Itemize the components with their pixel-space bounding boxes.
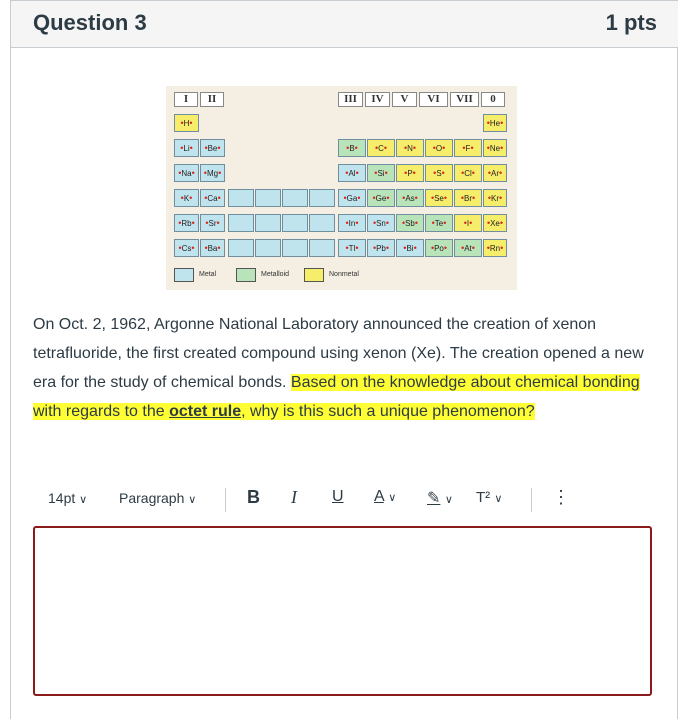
electron-dot-icon: •: [216, 218, 220, 228]
element-cell: [338, 239, 366, 257]
highlight-octet-rule: octet rule: [169, 403, 242, 420]
electron-dot-icon: •: [432, 143, 436, 153]
electron-dot-icon: •: [203, 168, 207, 178]
electron-dot-icon: •: [218, 168, 222, 178]
element-symbol: Po: [434, 243, 444, 253]
electron-dot-icon: •: [217, 143, 221, 153]
electron-dot-icon: •: [470, 143, 474, 153]
element-symbol: C: [378, 143, 384, 153]
element-cell: [396, 214, 424, 232]
electron-dot-icon: •: [355, 168, 359, 178]
text-color-button[interactable]: [374, 488, 396, 506]
highlight-color-button[interactable]: [427, 488, 453, 508]
question-header: [11, 0, 678, 48]
element-symbol: Si: [377, 168, 385, 178]
element-cell: [483, 239, 507, 257]
element-symbol: Ne: [489, 143, 501, 153]
electron-dot-icon: •: [412, 143, 417, 153]
electron-dot-icon: •: [374, 168, 378, 178]
element-symbol: Sn: [376, 218, 386, 228]
element-symbol: Te: [434, 218, 444, 228]
transition-metal-cell: [255, 239, 281, 257]
group-header: VII: [450, 92, 479, 107]
electron-dot-icon: •: [431, 218, 435, 228]
transition-metal-cell: [228, 214, 254, 232]
element-cell: [425, 139, 453, 157]
editor-toolbar: [33, 486, 658, 514]
element-cell: [483, 164, 507, 182]
element-cell: [174, 139, 199, 157]
element-symbol: Tl: [348, 243, 356, 253]
element-cell: [454, 189, 482, 207]
element-symbol: Be: [207, 143, 218, 153]
element-cell: [396, 139, 424, 157]
group-header: IV: [365, 92, 390, 107]
superscript-icon: T²: [476, 489, 491, 506]
element-cell: [338, 139, 366, 157]
electron-dot-icon: •: [442, 143, 446, 153]
electron-dot-icon: •: [471, 243, 475, 253]
transition-metal-cell: [228, 239, 254, 257]
element-cell: [454, 239, 482, 257]
transition-metal-cell: [255, 189, 281, 207]
element-cell: [200, 214, 225, 232]
element-cell: [425, 189, 453, 207]
electron-dot-icon: •: [180, 193, 184, 203]
electron-dot-icon: •: [499, 218, 504, 228]
electron-dot-icon: •: [443, 218, 447, 228]
electron-dot-icon: •: [486, 243, 490, 253]
element-cell: [200, 139, 225, 157]
block-format-label: Paragraph: [119, 490, 185, 506]
element-symbol: Ca: [207, 193, 218, 203]
transition-metal-cell: [255, 214, 281, 232]
element-symbol: Ga: [346, 193, 358, 203]
electron-dot-icon: •: [401, 218, 406, 228]
element-symbol: Na: [181, 168, 192, 178]
element-cell: [483, 214, 507, 232]
electron-dot-icon: •: [413, 243, 417, 253]
electron-dot-icon: •: [217, 193, 221, 203]
electron-dot-icon: •: [500, 243, 504, 253]
electron-dot-icon: •: [386, 193, 390, 203]
electron-dot-icon: •: [372, 218, 377, 228]
element-symbol: At: [464, 243, 472, 253]
element-cell: [174, 214, 199, 232]
legend-label: Metalloid: [261, 271, 290, 278]
electron-dot-icon: •: [433, 168, 437, 178]
electron-dot-icon: •: [189, 143, 193, 153]
electron-dot-icon: •: [178, 243, 182, 253]
electron-dot-icon: •: [403, 243, 407, 253]
element-symbol: Ba: [207, 243, 218, 253]
legend-swatch: [174, 268, 194, 282]
element-cell: [483, 114, 507, 132]
electron-dot-icon: •: [357, 193, 361, 203]
legend-label: Metal: [199, 271, 217, 278]
element-cell: [367, 189, 395, 207]
question-points: 1 pts: [605, 10, 657, 35]
electron-dot-icon: •: [487, 168, 491, 178]
electron-dot-icon: •: [486, 143, 490, 153]
element-symbol: Sr: [208, 218, 217, 228]
electron-dot-icon: •: [499, 193, 503, 203]
element-symbol: Sb: [405, 218, 415, 228]
periodic-table-figure: [166, 86, 517, 290]
element-symbol: O: [435, 143, 443, 153]
legend-swatch: [304, 268, 324, 282]
font-size-label: 14pt: [48, 490, 76, 506]
italic-button[interactable]: I: [291, 487, 297, 507]
electron-dot-icon: •: [217, 243, 221, 253]
element-cell: [174, 189, 199, 207]
group-header: V: [392, 92, 417, 107]
electron-dot-icon: •: [402, 193, 406, 203]
element-symbol: Rn: [489, 243, 501, 253]
block-format-dropdown[interactable]: [119, 490, 196, 506]
electron-dot-icon: •: [469, 218, 473, 228]
electron-dot-icon: •: [374, 143, 379, 153]
legend-label: Nonmetal: [329, 271, 359, 278]
electron-dot-icon: •: [191, 168, 195, 178]
bold-button[interactable]: B: [247, 487, 260, 507]
element-symbol: Ge: [375, 193, 387, 203]
transition-metal-cell: [282, 239, 308, 257]
element-cell: [174, 239, 199, 257]
electron-dot-icon: •: [441, 168, 445, 178]
electron-dot-icon: •: [430, 243, 435, 253]
electron-dot-icon: •: [403, 143, 408, 153]
text-color-icon: A: [374, 488, 384, 505]
question-text: [33, 310, 653, 426]
element-symbol: Mg: [206, 168, 219, 178]
electron-dot-icon: •: [178, 168, 182, 178]
element-cell: [338, 189, 366, 207]
electron-dot-icon: •: [385, 218, 390, 228]
electron-dot-icon: •: [460, 193, 464, 203]
element-symbol: Li: [183, 143, 190, 153]
electron-dot-icon: •: [345, 218, 349, 228]
transition-metal-cell: [282, 189, 308, 207]
element-symbol: Xe: [490, 218, 500, 228]
element-symbol: Al: [348, 168, 356, 178]
highlight-part-1: Based on the knowledge about chemical bonding with regards to the: [33, 374, 640, 420]
electron-dot-icon: •: [191, 218, 195, 228]
element-cell: [454, 164, 482, 182]
electron-dot-icon: •: [414, 218, 419, 228]
element-symbol: Kr: [491, 193, 499, 203]
electron-dot-icon: •: [430, 193, 435, 203]
element-symbol: Cl: [464, 168, 472, 178]
answer-editor[interactable]: [33, 526, 652, 696]
electron-dot-icon: •: [383, 143, 388, 153]
toolbar-divider: [531, 488, 532, 512]
element-symbol: S: [436, 168, 442, 178]
element-symbol: I: [466, 218, 470, 228]
electron-dot-icon: •: [191, 243, 195, 253]
transition-metal-cell: [309, 189, 335, 207]
element-symbol: P: [407, 168, 413, 178]
element-cell: [425, 239, 453, 257]
electron-dot-icon: •: [384, 168, 388, 178]
element-symbol: Cs: [181, 243, 192, 253]
element-cell: [200, 189, 225, 207]
element-symbol: N: [407, 143, 413, 153]
electron-dot-icon: •: [189, 118, 193, 128]
group-header: 0: [481, 92, 505, 107]
element-cell: [425, 214, 453, 232]
electron-dot-icon: •: [443, 193, 448, 203]
element-cell: [338, 214, 366, 232]
element-cell: [174, 114, 199, 132]
electron-dot-icon: •: [204, 243, 208, 253]
element-cell: [367, 239, 395, 257]
element-symbol: Pb: [376, 243, 386, 253]
transition-metal-cell: [309, 214, 335, 232]
electron-dot-icon: •: [355, 243, 359, 253]
electron-dot-icon: •: [180, 143, 184, 153]
electron-dot-icon: •: [189, 193, 193, 203]
electron-dot-icon: •: [354, 143, 358, 153]
electron-dot-icon: •: [180, 118, 184, 128]
element-symbol: K: [183, 193, 190, 203]
electron-dot-icon: •: [404, 168, 408, 178]
element-cell: [338, 164, 366, 182]
highlight-part-2: , why is this such a unique phenomenon?: [241, 403, 535, 420]
electron-dot-icon: •: [178, 218, 182, 228]
chevron-down-icon: ∨: [188, 494, 197, 506]
group-header: III: [338, 92, 363, 107]
electron-dot-icon: •: [500, 143, 504, 153]
element-cell: [396, 189, 424, 207]
electron-dot-icon: •: [499, 168, 503, 178]
electron-dot-icon: •: [462, 143, 466, 153]
transition-metal-cell: [282, 214, 308, 232]
element-symbol: Br: [464, 193, 472, 203]
superscript-button[interactable]: [476, 489, 502, 506]
element-cell: [367, 139, 395, 157]
electron-dot-icon: •: [372, 243, 377, 253]
electron-dot-icon: •: [486, 118, 490, 128]
electron-dot-icon: •: [205, 218, 209, 228]
electron-dot-icon: •: [414, 193, 418, 203]
element-symbol: Rb: [181, 218, 192, 228]
electron-dot-icon: •: [472, 193, 476, 203]
element-symbol: As: [405, 193, 415, 203]
electron-dot-icon: •: [443, 243, 448, 253]
electron-dot-icon: •: [461, 243, 465, 253]
element-cell: [454, 214, 482, 232]
element-cell: [200, 239, 225, 257]
question-title: Question 3: [33, 10, 147, 35]
element-cell: [454, 139, 482, 157]
element-cell: [367, 214, 395, 232]
highlighter-icon: ✎: [427, 490, 441, 507]
electron-dot-icon: •: [385, 243, 390, 253]
electron-dot-icon: •: [487, 193, 491, 203]
group-header: VI: [419, 92, 448, 107]
transition-metal-cell: [309, 239, 335, 257]
chevron-down-icon: ∨: [494, 493, 503, 505]
group-header: II: [200, 92, 224, 107]
electron-dot-icon: •: [204, 143, 208, 153]
element-symbol: Bi: [406, 243, 414, 253]
element-symbol: Se: [434, 193, 444, 203]
element-symbol: H: [183, 118, 190, 128]
element-symbol: In: [348, 218, 356, 228]
chevron-down-icon: ∨: [388, 492, 397, 504]
electron-dot-icon: •: [346, 143, 350, 153]
element-cell: [483, 189, 507, 207]
element-cell: [200, 164, 225, 182]
chevron-down-icon: ∨: [444, 494, 453, 506]
more-options-button[interactable]: ⋮: [552, 487, 570, 507]
electron-dot-icon: •: [343, 193, 347, 203]
electron-dot-icon: •: [412, 168, 416, 178]
transition-metal-cell: [228, 189, 254, 207]
element-symbol: F: [465, 143, 471, 153]
question-text-plain: On Oct. 2, 1962, Argonne National Laboratory announced the creation of xenon tetrafluoride, the first created compound using xenon (Xe). The creation opened a new era for the study of chemical bonds.: [33, 316, 644, 391]
underline-button[interactable]: U: [332, 488, 344, 505]
group-header: I: [174, 92, 198, 107]
chevron-down-icon: ∨: [79, 494, 88, 506]
element-cell: [174, 164, 199, 182]
element-cell: [425, 164, 453, 182]
electron-dot-icon: •: [204, 193, 208, 203]
electron-dot-icon: •: [345, 168, 349, 178]
font-size-dropdown[interactable]: [48, 490, 87, 506]
element-symbol: Ar: [491, 168, 499, 178]
toolbar-divider: [225, 488, 226, 512]
element-cell: [483, 139, 507, 157]
electron-dot-icon: •: [355, 218, 359, 228]
element-symbol: B: [349, 143, 355, 153]
electron-dot-icon: •: [486, 218, 491, 228]
electron-dot-icon: •: [461, 168, 465, 178]
electron-dot-icon: •: [463, 218, 467, 228]
element-symbol: He: [489, 118, 501, 128]
electron-dot-icon: •: [345, 243, 349, 253]
electron-dot-icon: •: [471, 168, 475, 178]
element-cell: [396, 164, 424, 182]
electron-dot-icon: •: [372, 193, 376, 203]
element-cell: [396, 239, 424, 257]
legend-swatch: [236, 268, 256, 282]
electron-dot-icon: •: [500, 118, 504, 128]
element-cell: [367, 164, 395, 182]
